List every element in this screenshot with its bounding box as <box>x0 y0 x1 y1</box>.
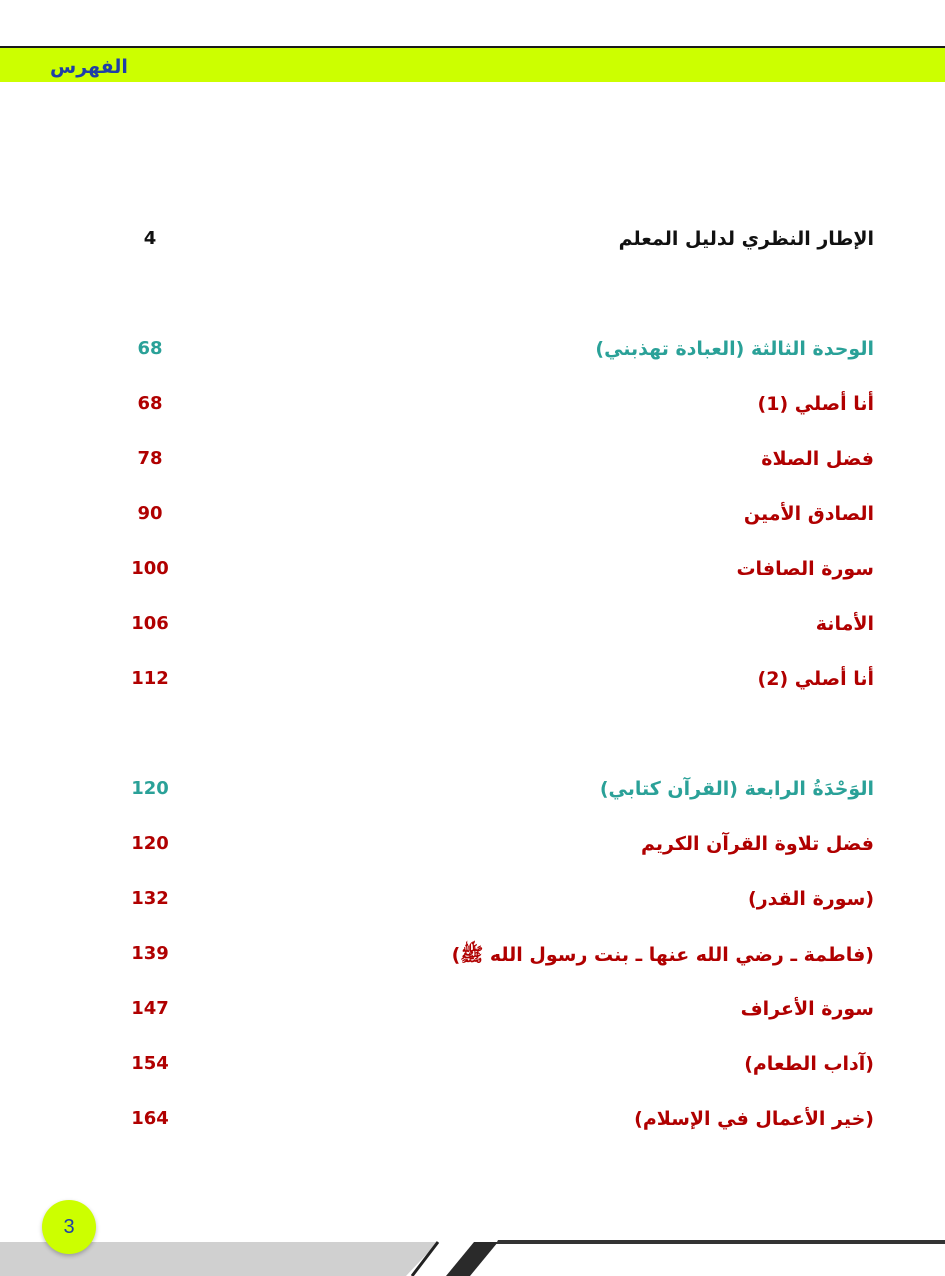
toc-entry-lesson[interactable] <box>0 1108 945 1148</box>
toc-entry-title: (سورة القدر) <box>748 888 874 910</box>
toc-entry-title: سورة الأعراف <box>740 998 874 1020</box>
toc-entry-page: 139 <box>131 943 169 964</box>
toc-entry-title: سورة الصافات <box>736 558 874 580</box>
toc-entry-page: 154 <box>131 1053 169 1074</box>
toc-entry-page: 164 <box>131 1108 169 1129</box>
toc-entry-title: الإطار النظري لدليل المعلم <box>618 228 874 250</box>
toc-entry-lesson[interactable] <box>0 503 945 543</box>
toc-entry-page: 4 <box>143 228 157 249</box>
toc-entry-title: فضل الصلاة <box>761 448 874 470</box>
page-title: الفهرس <box>50 56 128 78</box>
toc-entry-title: (فاطمة ـ رضي الله عنها ـ بنت رسول الله ﷺ) <box>451 944 874 966</box>
toc-entry-lesson[interactable] <box>0 558 945 598</box>
toc-entry-page: 100 <box>131 558 169 579</box>
footer-dark-wedge <box>446 1242 498 1276</box>
toc-entry-lesson[interactable] <box>0 888 945 928</box>
toc-entry-page: 147 <box>131 998 169 1019</box>
toc-entry-lesson[interactable] <box>0 1053 945 1093</box>
toc-entry-unit-3[interactable] <box>0 338 945 378</box>
toc-entry-title: أنا أصلي (2) <box>757 668 874 690</box>
toc-entry-page: 112 <box>131 668 169 689</box>
toc-entry-unit-4[interactable] <box>0 778 945 818</box>
toc-entry-title: الوَحْدَةُ الرابعة (القرآن كتابي) <box>599 778 874 800</box>
toc-entry-page: 120 <box>131 778 169 799</box>
header-band <box>0 48 945 82</box>
toc-entry-title: أنا أصلي (1) <box>757 393 874 415</box>
toc-entry-page: 132 <box>131 888 169 909</box>
toc-entry-lesson[interactable] <box>0 998 945 1038</box>
toc-entry-page: 106 <box>131 613 169 634</box>
toc-entry-lesson[interactable] <box>0 943 945 983</box>
toc-entry-page: 78 <box>137 448 163 469</box>
footer-decoration <box>0 1236 945 1276</box>
toc-entry-lesson[interactable] <box>0 833 945 873</box>
toc-entry-page: 120 <box>131 833 169 854</box>
toc-entry-lesson[interactable] <box>0 393 945 433</box>
toc-entry-title: الأمانة <box>815 613 874 635</box>
toc-entry-intro[interactable] <box>0 228 945 268</box>
toc-entry-page: 68 <box>137 393 163 414</box>
toc-entry-title: الوحدة الثالثة (العبادة تهذبني) <box>595 338 874 360</box>
toc-entry-title: فضل تلاوة القرآن الكريم <box>641 833 874 855</box>
toc-entry-page: 68 <box>137 338 163 359</box>
toc-entry-title: (خير الأعمال في الإسلام) <box>634 1108 874 1130</box>
toc-entry-title: الصادق الأمين <box>743 503 874 525</box>
toc-entry-lesson[interactable] <box>0 613 945 653</box>
toc-entry-lesson[interactable] <box>0 668 945 708</box>
page-number-badge: 3 <box>42 1200 96 1254</box>
toc-entry-page: 90 <box>137 503 163 524</box>
toc-entry-title: (آداب الطعام) <box>744 1053 874 1075</box>
toc-entry-lesson[interactable] <box>0 448 945 488</box>
footer-dark-rule <box>496 1240 945 1244</box>
